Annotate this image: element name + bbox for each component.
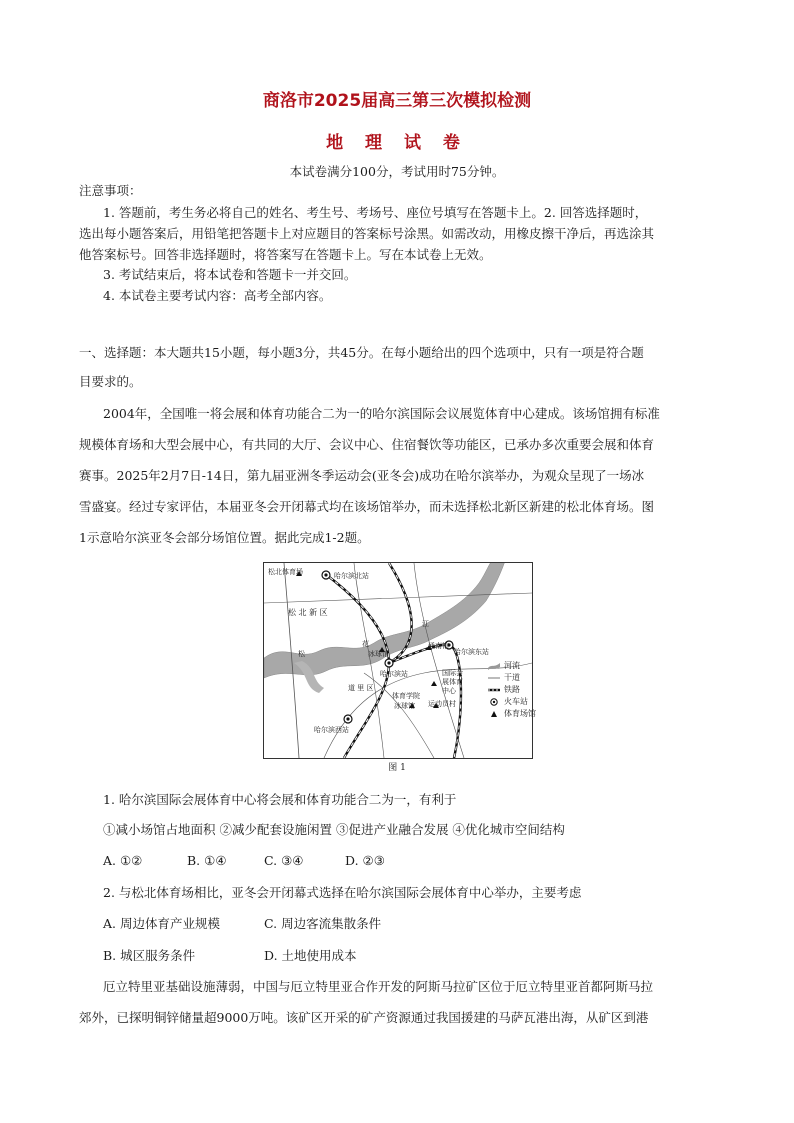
subject-title: 地 理 试 卷: [326, 133, 468, 153]
map-label: 国际会展体育中心: [442, 669, 463, 695]
notice-line: 选出每小题答案后，用铅笔把答题卡上对应题目的答案标号涂黑。如需改动，用橡皮擦干净后，再选涂其: [79, 226, 655, 241]
map-label: 江: [422, 620, 429, 628]
legend-item: 体育场馆: [488, 708, 536, 720]
legend-item: 干道: [488, 672, 536, 684]
answer-option: B. ①④: [187, 853, 227, 868]
map-label: 松: [298, 650, 305, 658]
answer-option: A. 周边体育产业规模: [103, 916, 220, 931]
venue-icon: [431, 681, 437, 686]
map-label: 运动员村: [428, 700, 456, 708]
venue-legend-icon: [488, 710, 500, 718]
passage-line: 1示意哈尔滨亚冬会部分场馆位置。据此完成1-2题。: [79, 530, 370, 545]
answer-option: D. 土地使用成本: [264, 948, 357, 963]
section-heading-cont: 目要求的。: [79, 374, 142, 389]
passage-line: 厄立特里亚基础设施薄弱，中国与厄立特里亚合作开发的阿斯马拉矿区位于厄立特里亚首都阿斯马拉: [103, 979, 654, 994]
legend-item: 河流: [488, 660, 536, 672]
map-label: 哈尔滨东站: [454, 648, 489, 656]
legend-item: 铁路: [488, 684, 536, 696]
map-label: 通南馆: [428, 642, 449, 650]
question-stem: 2. 与松北体育场相比，亚冬会开闭幕式选择在哈尔滨国际会展体育中心举办，主要考虑: [103, 885, 582, 900]
notice-heading: 注意事项：: [79, 183, 142, 198]
notice-line: 4. 本试卷主要考试内容：高考全部内容。: [103, 288, 332, 303]
railway-legend-icon: [488, 686, 500, 694]
main-road: [264, 593, 532, 603]
answer-option: D. ②③: [345, 853, 385, 868]
map-label: 道 里 区: [348, 684, 374, 692]
map-label: 松 北 新 区: [288, 608, 328, 617]
figure-caption: 图 1: [388, 763, 406, 773]
main-road: [414, 563, 464, 758]
map-label: 松北体育场: [268, 568, 303, 576]
answer-option: B. 城区服务条件: [103, 948, 196, 963]
passage-line: 规模体育场和大型会展中心，有共同的大厅、会议中心、住宿餐饮等功能区，已承办多次重要会展和体育: [79, 437, 655, 452]
map-label: 哈尔滨站: [380, 670, 408, 678]
passage-line: 2004年，全国唯一将会展和体育功能合二为一的哈尔滨国际会议展览体育中心建成。该场馆拥有标准: [103, 406, 660, 421]
section-heading: 一、选择题：本大题共15小题，每小题3分，共45分。在每小题给出的四个选项中，只有一项是符合题: [79, 345, 644, 360]
map-label: 花: [362, 640, 369, 648]
answer-option: C. ③④: [264, 853, 304, 868]
notice-line: 他答案标号。回答非选择题时，将答案写在答题卡上。写在本试卷上无效。: [79, 247, 492, 262]
notice-line: 1. 答题前，考生务必将自己的姓名、考生号、考场号、座位号填写在答题卡上。2. 回答选择题时，: [103, 205, 648, 220]
question-items: ①减小场馆占地面积 ②减少配套设施闲置 ③促进产业融合发展 ④优化城市空间结构: [103, 822, 565, 837]
map-legend: [488, 660, 536, 720]
map-label: 冰球馆: [368, 650, 389, 658]
question-stem: 1. 哈尔滨国际会展体育中心将会展和体育功能合二为一，有利于: [103, 792, 457, 807]
answer-option: A. ①②: [103, 853, 143, 868]
map-label: 哈尔滨西站: [314, 726, 349, 734]
notice-line: 3. 考试结束后，将本试卷和答题卡一并交回。: [103, 267, 357, 282]
exam-title: 商洛市2025届高三第三次模拟检测: [262, 91, 532, 111]
road-legend-icon: [488, 674, 500, 682]
passage-line: 赛事。2025年2月7日-14日，第九届亚洲冬季运动会(亚冬会)成功在哈尔滨举办，为观众呈现了一场冰: [79, 468, 645, 483]
legend-item: 火车站: [488, 696, 536, 708]
map-label: 体育学院: [392, 692, 420, 700]
map-label: 哈尔滨北站: [334, 572, 369, 580]
station-legend-icon: [488, 698, 500, 706]
river-legend-icon: [488, 662, 500, 670]
answer-option: C. 周边客流集散条件: [264, 916, 382, 931]
map-label: 冰球馆: [394, 702, 415, 710]
passage-line: 雪盛宴。经过专家评估，本届亚冬会开闭幕式均在该场馆举办，而未选择松北新区新建的松北体育场。图: [79, 499, 655, 514]
passage-line: 郊外，已探明铜锌储量超9000万吨。该矿区开采的矿产资源通过我国援建的马萨瓦港出海，从矿区到港: [79, 1010, 649, 1025]
exam-meta: 本试卷满分100分，考试用时75分钟。: [289, 164, 505, 179]
